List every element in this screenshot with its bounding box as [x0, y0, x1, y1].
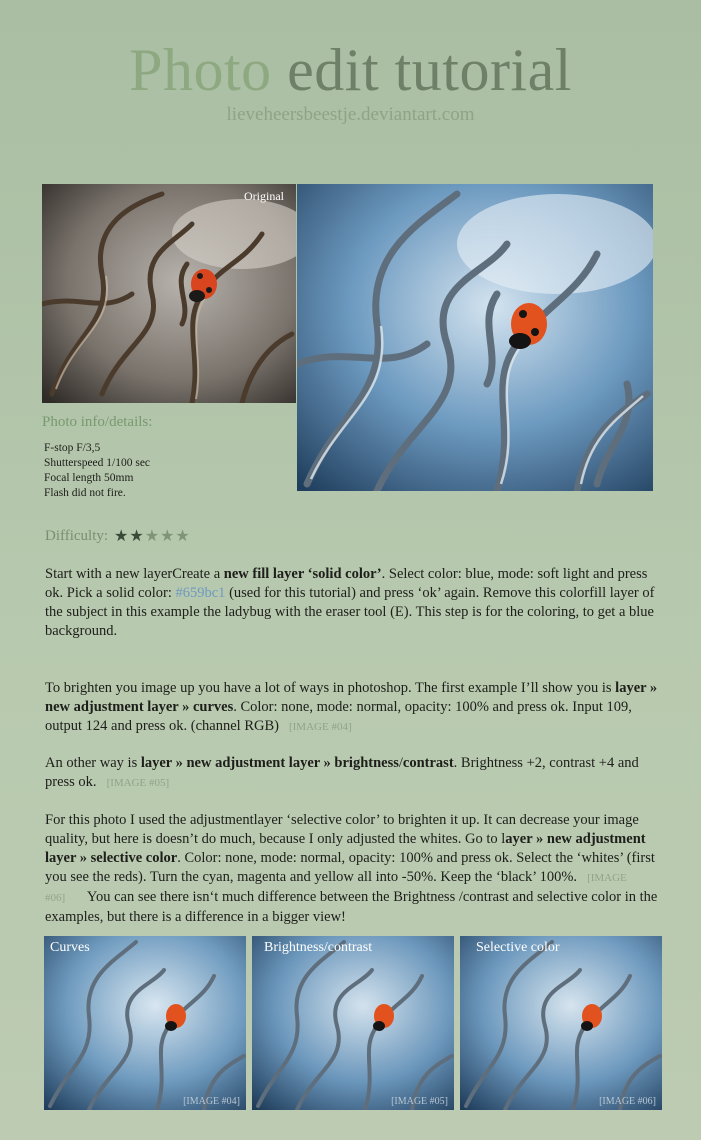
edited-photo-image [297, 184, 653, 491]
image-tag: [IMAGE #05] [106, 777, 170, 789]
thumbnail-label: Curves [50, 940, 90, 955]
step-solid-color [45, 565, 665, 641]
step3-text-a: An other way is [45, 755, 141, 771]
thumbnail-selective-color [460, 936, 662, 1110]
photo-info-heading: Photo info/details: [42, 414, 153, 430]
edited-photo [297, 184, 653, 491]
photo-info-list [44, 441, 150, 501]
thumbnail-tag: [IMAGE #04] [183, 1096, 240, 1107]
thumbnail-tag: [IMAGE #06] [599, 1096, 656, 1107]
step2-bold: layer » new adjustment layer » curves [45, 680, 658, 715]
step2-text-b: . Color: none, mode: normal, opacity: 100% and press ok. Input 109, output 124 and press ok. (channel RGB) [45, 699, 632, 734]
image-tag: [IMAGE #06] [45, 872, 627, 904]
step2-text-a: To brighten you image up you have a lot of ways in photoshop. The first example I’ll show you is [45, 680, 616, 696]
step1-bold: new fill layer ‘solid color’ [223, 566, 382, 582]
difficulty-stars [114, 526, 191, 546]
original-photo [42, 184, 296, 403]
original-label: Original [244, 189, 284, 203]
info-fstop: F-stop F/3,5 [44, 442, 101, 454]
image-tag: [IMAGE #04] [288, 721, 352, 733]
star-empty-icon: ★★★ [144, 528, 191, 545]
difficulty-label: Difficulty: [45, 527, 109, 544]
site-url: lieveheersbeestje.deviantart.com [226, 104, 475, 125]
step4-text-b: . Color: none, mode: normal, opacity: 100% and press ok. Select the ‘whites’ (first you see the reds). Turn the cyan, magenta and yellow all into -50%. Keep the ‘black’ 100%. [45, 850, 655, 885]
original-photo-image [42, 184, 296, 403]
step4-bold: ayer » new adjustment layer » selective color [45, 831, 646, 866]
step1-text-b: . Select color: blue, mode: soft light and press ok. Pick a solid color: [45, 566, 648, 601]
page-title [0, 36, 701, 104]
step3-bold-a: layer » new adjustment layer » brightness [140, 755, 399, 771]
thumbnail-brightness-image [252, 936, 454, 1110]
difficulty-rating [45, 526, 191, 546]
star-filled-icon: ★★ [114, 528, 145, 545]
thumbnail-label: Brightness/contrast [264, 940, 373, 955]
step3-text-b: . Brightness +2, contrast +4 and press ok. [45, 755, 639, 790]
thumbnail-curves [44, 936, 246, 1110]
thumbnail-selective-image [460, 936, 662, 1110]
color-hex-code: #659bc1 [175, 585, 226, 601]
step3-slash: / [398, 755, 403, 771]
step1-text-a: Start with a new layerCreate a [45, 566, 224, 582]
step4-text-a: For this photo I used the adjustmentlayer ‘selective color’ to brighten it up. It can decrease your image quality, but here is doesn’t do much, because I only adjusted the whites. Go to l [45, 812, 639, 847]
info-focal-length: Focal length 50mm [44, 472, 134, 484]
info-flash: Flash did not fire. [44, 487, 126, 499]
title-word-edit-tutorial: edit tutorial [287, 37, 572, 103]
thumbnail-brightness-contrast [252, 936, 454, 1110]
thumbnail-tag: [IMAGE #05] [391, 1096, 448, 1107]
title-word-photo: Photo [129, 37, 272, 103]
thumbnail-curves-image [44, 936, 246, 1110]
step-curves [45, 679, 665, 737]
step1-text-c: (used for this tutorial) and press ‘ok’ again. Remove this colorfill layer of the subject in this example the ladybug with the eraser tool (E). This step is for the coloring, to get a blue background. [45, 585, 655, 639]
step-brightness-contrast [45, 754, 665, 793]
thumbnail-label: Selective color [476, 940, 560, 955]
info-shutterspeed: Shutterspeed 1/100 sec [44, 457, 151, 469]
step3-bold-b: contrast [402, 755, 454, 771]
step-selective-color [45, 811, 665, 927]
step4-text-c: You can see there isn‘t much difference between the Brightness /contrast and selective color in the examples, but there is a difference in a bigger view! [45, 889, 658, 925]
